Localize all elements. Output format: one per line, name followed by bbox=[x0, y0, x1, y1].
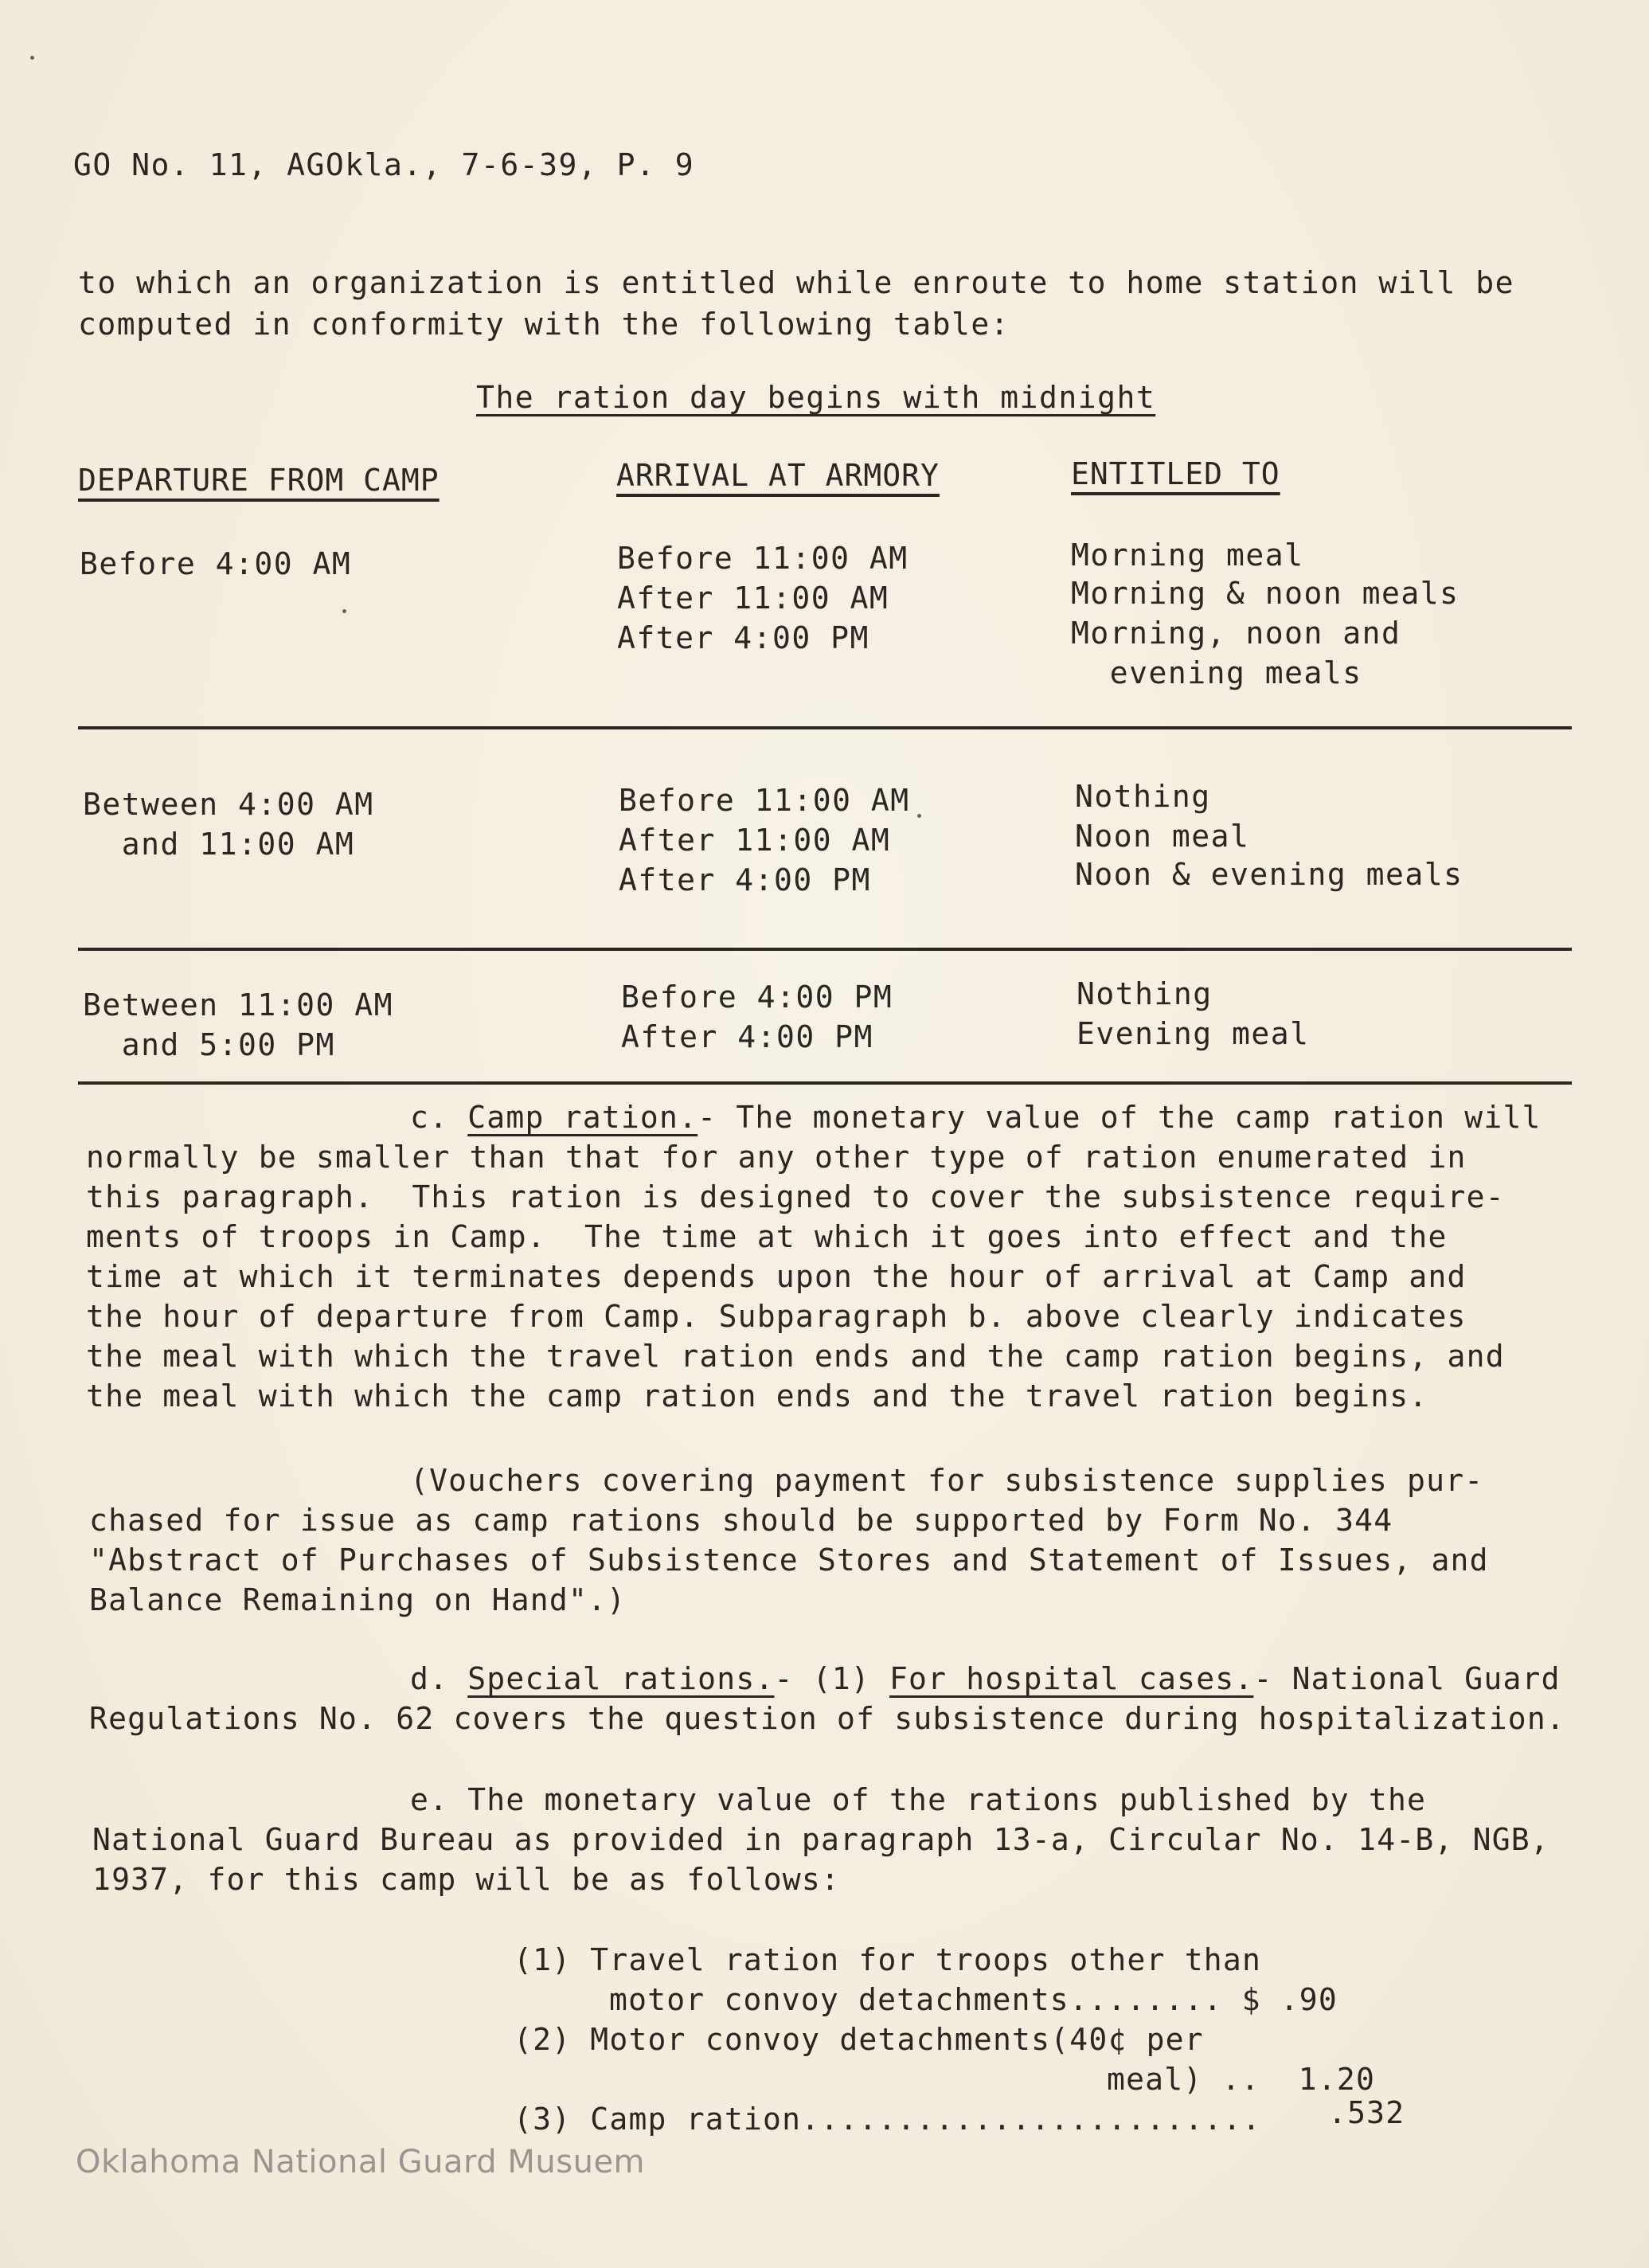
intro-line-1: to which an organization is entitled while enroute to home station will be bbox=[78, 265, 1514, 300]
table-row-1-arrival-1: Before 11:00 AM bbox=[617, 541, 909, 576]
table-row-3-entitled-2: Evening meal bbox=[1077, 1016, 1310, 1051]
monetary-line-2: National Guard Bureau as provided in paragraph 13-a, Circular No. 14-B, NGB, bbox=[92, 1822, 1549, 1857]
table-row-1-entitled-3: Morning, noon and bbox=[1071, 616, 1401, 651]
camp-ration-line: ments of troops in Camp. The time at which it goes into effect and the bbox=[86, 1219, 1448, 1254]
table-divider-2 bbox=[78, 948, 1572, 951]
monetary-line-1: e. The monetary value of the rations published by the bbox=[410, 1782, 1427, 1817]
camp-ration-line: the meal with which the travel ration ends and the camp ration begins, and bbox=[86, 1339, 1505, 1374]
ration-value-item: (3) Camp ration........................ bbox=[514, 2102, 1262, 2137]
header-arrival: ARRIVAL AT ARMORY bbox=[616, 458, 940, 493]
table-row-1-entitled-2: Morning & noon meals bbox=[1071, 576, 1459, 611]
camp-ration-first-line-rest: - The monetary value of the camp ration will bbox=[698, 1100, 1542, 1135]
table-row-3-entitled-1: Nothing bbox=[1077, 976, 1213, 1011]
camp-ration-line: normally be smaller than that for any other type of ration enumerated in bbox=[86, 1140, 1467, 1175]
ration-value-item-detail: meal) .. 1.20 bbox=[1107, 2062, 1376, 2097]
camp-ration-label: c. bbox=[410, 1100, 449, 1135]
special-rations-rest: - National Guard bbox=[1253, 1661, 1561, 1696]
table-row-1-entitled-4: evening meals bbox=[1071, 655, 1362, 690]
table-row-3-departure-1: Between 11:00 AM bbox=[83, 987, 394, 1023]
special-rations-first-line bbox=[410, 1659, 1561, 1699]
header-entitled: ENTITLED TO bbox=[1071, 456, 1280, 491]
hospital-cases-title: For hospital cases. bbox=[889, 1661, 1254, 1696]
table-row-1-entitled-1: Morning meal bbox=[1071, 538, 1304, 573]
ration-value-item-detail: motor convoy detachments........ $ .90 bbox=[609, 1982, 1338, 2017]
table-divider-3 bbox=[78, 1081, 1572, 1085]
table-row-2-arrival-3: After 4:00 PM bbox=[619, 862, 871, 897]
vouchers-line: (Vouchers covering payment for subsistence supplies pur- bbox=[410, 1463, 1484, 1498]
camp-ration-first-line bbox=[410, 1097, 1542, 1137]
intro-line-2: computed in conformity with the following table: bbox=[78, 307, 1010, 342]
special-rations-title: Special rations. bbox=[467, 1661, 775, 1696]
table-row-2-entitled-2: Noon meal bbox=[1075, 819, 1250, 854]
table-row-2-entitled-1: Nothing bbox=[1075, 779, 1211, 814]
ration-value-item-detail: .532 bbox=[1328, 2095, 1405, 2130]
special-rations-line-2: Regulations No. 62 covers the question of subsistence during hospitalization. bbox=[89, 1701, 1566, 1736]
ration-value-item: (2) Motor convoy detachments(40¢ per bbox=[514, 2022, 1204, 2057]
table-row-2-departure-2: and 11:00 AM bbox=[83, 827, 355, 862]
camp-ration-title: Camp ration. bbox=[467, 1100, 698, 1135]
special-rations-middle: - (1) bbox=[774, 1661, 889, 1696]
camp-ration-line: the meal with which the camp ration ends and the travel ration begins. bbox=[86, 1378, 1428, 1414]
table-row-3-arrival-1: Before 4:00 PM bbox=[621, 980, 893, 1015]
table-row-2-departure-1: Between 4:00 AM bbox=[83, 787, 374, 822]
paper-speck bbox=[917, 814, 921, 818]
table-row-3-departure-2: and 5:00 PM bbox=[83, 1027, 335, 1062]
table-row-1-arrival-2: After 11:00 AM bbox=[617, 581, 889, 616]
ration-value-item: (1) Travel ration for troops other than bbox=[514, 1942, 1262, 1977]
camp-ration-line: time at which it terminates depends upon the hour of arrival at Camp and bbox=[86, 1259, 1467, 1294]
table-row-2-arrival-2: After 11:00 AM bbox=[619, 823, 891, 858]
paper-speck bbox=[30, 56, 34, 60]
table-caption: The ration day begins with midnight bbox=[476, 380, 1156, 415]
vouchers-line: "Abstract of Purchases of Subsistence Stores and Statement of Issues, and bbox=[89, 1543, 1489, 1578]
table-row-2-entitled-3: Noon & evening meals bbox=[1075, 857, 1463, 892]
monetary-line-3: 1937, for this camp will be as follows: bbox=[92, 1862, 841, 1897]
table-divider-1 bbox=[78, 726, 1572, 729]
special-rations-label: d. bbox=[410, 1661, 449, 1696]
table-row-1-arrival-3: After 4:00 PM bbox=[617, 620, 869, 655]
camp-ration-line: the hour of departure from Camp. Subparagraph b. above clearly indicates bbox=[86, 1299, 1467, 1334]
page-reference: GO No. 11, AGOkla., 7-6-39, P. 9 bbox=[73, 147, 695, 182]
paper-speck bbox=[342, 609, 346, 613]
vouchers-line: Balance Remaining on Hand".) bbox=[89, 1582, 627, 1617]
table-row-2-arrival-1: Before 11:00 AM bbox=[619, 783, 910, 818]
header-departure: DEPARTURE FROM CAMP bbox=[78, 463, 440, 498]
camp-ration-line: this paragraph. This ration is designed to cover the subsistence require- bbox=[86, 1179, 1505, 1214]
table-row-1-departure: Before 4:00 AM bbox=[80, 546, 352, 581]
watermark-text: Oklahoma National Guard Musuem bbox=[76, 2144, 646, 2180]
vouchers-line: chased for issue as camp rations should be supported by Form No. 344 bbox=[89, 1503, 1393, 1538]
table-row-3-arrival-2: After 4:00 PM bbox=[621, 1019, 873, 1054]
